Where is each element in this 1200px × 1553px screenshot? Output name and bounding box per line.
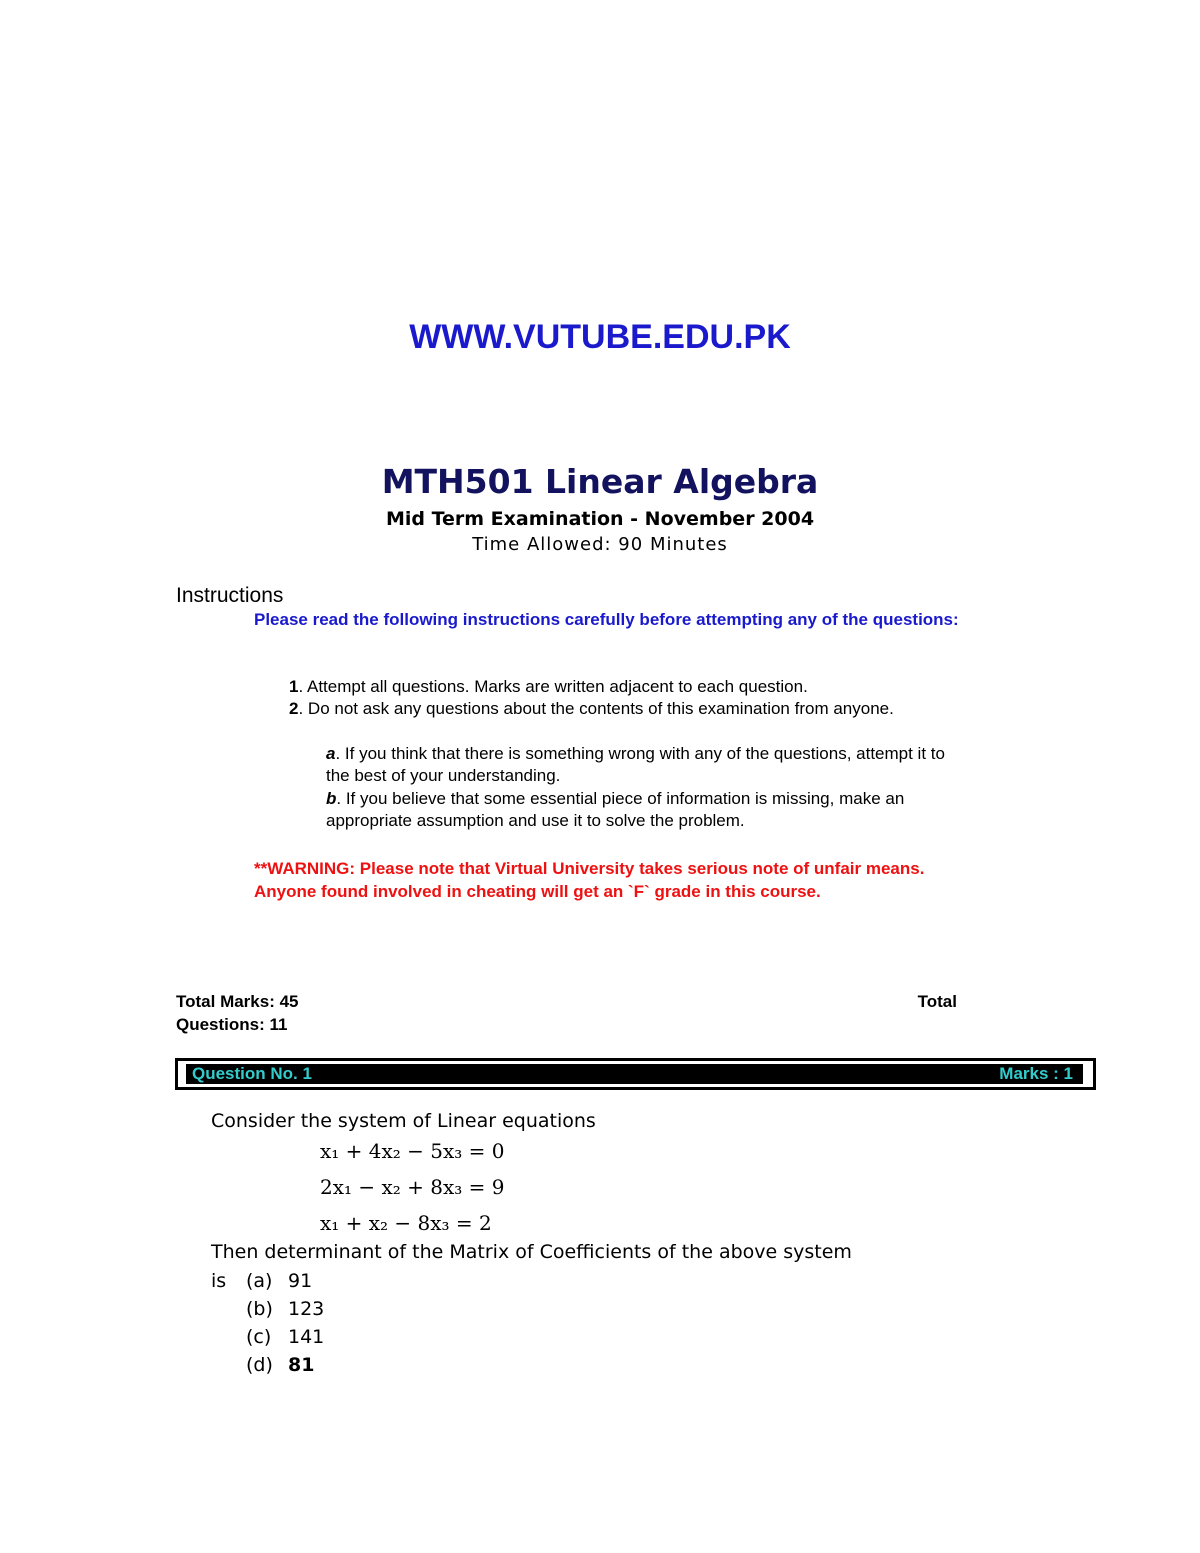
total-questions-label: Total [917,992,957,1011]
instruction-subitem-a: a. If you think that there is something wrong with any of the questions, attempt it to the best of your understanding. [326,744,945,785]
option-d-label: (d) [246,1354,273,1376]
question-intro: Consider the system of Linear equations [211,1110,596,1132]
instruction-item-2: 2. Do not ask any questions about the contents of this examination from anyone. [289,699,894,718]
instructions-intro: Please read the following instructions carefully before attempting any of the questions: [254,610,959,629]
total-marks: Total Marks: 45 [176,992,299,1011]
option-a-label: (a) [246,1270,273,1292]
question-header-bar [175,1058,1096,1090]
option-c-value: 141 [288,1326,325,1348]
option-b-value: 123 [288,1298,325,1320]
time-allowed: Time Allowed: 90 Minutes [472,534,728,555]
total-questions-count: Questions: 11 [176,1015,288,1034]
option-b-label: (b) [246,1298,273,1320]
instructions-heading: Instructions [176,584,284,607]
question-prompt-is: is [211,1270,227,1292]
question-marks: Marks : 1 [999,1064,1073,1083]
question-number: Question No. 1 [192,1064,312,1083]
equation-1: x₁ + 4x₂ − 5x₃ = 0 [320,1139,505,1163]
equation-3: x₁ + x₂ − 8x₃ = 2 [320,1211,492,1235]
exam-subtitle: Mid Term Examination - November 2004 [385,508,815,530]
exam-title: MTH501 Linear Algebra [381,462,819,501]
cheating-warning: **WARNING: Please note that Virtual University takes serious note of unfair means. Anyone found involved in cheating will get an `F` grade in this course. [254,859,925,901]
instruction-subitem-b: b. If you believe that some essential piece of information is missing, make an appropriate assumption and use it to solve the problem. [326,789,905,830]
equation-2: 2x₁ − x₂ + 8x₃ = 9 [320,1175,505,1199]
site-url: WWW.VUTUBE.EDU.PK [409,318,791,356]
instruction-item-1: 1. Attempt all questions. Marks are written adjacent to each question. [289,677,808,696]
option-d-value: 81 [288,1354,315,1376]
option-c-label: (c) [246,1326,272,1348]
question-prompt: Then determinant of the Matrix of Coefficients of the above system [211,1241,852,1263]
option-a-value: 91 [288,1270,313,1292]
